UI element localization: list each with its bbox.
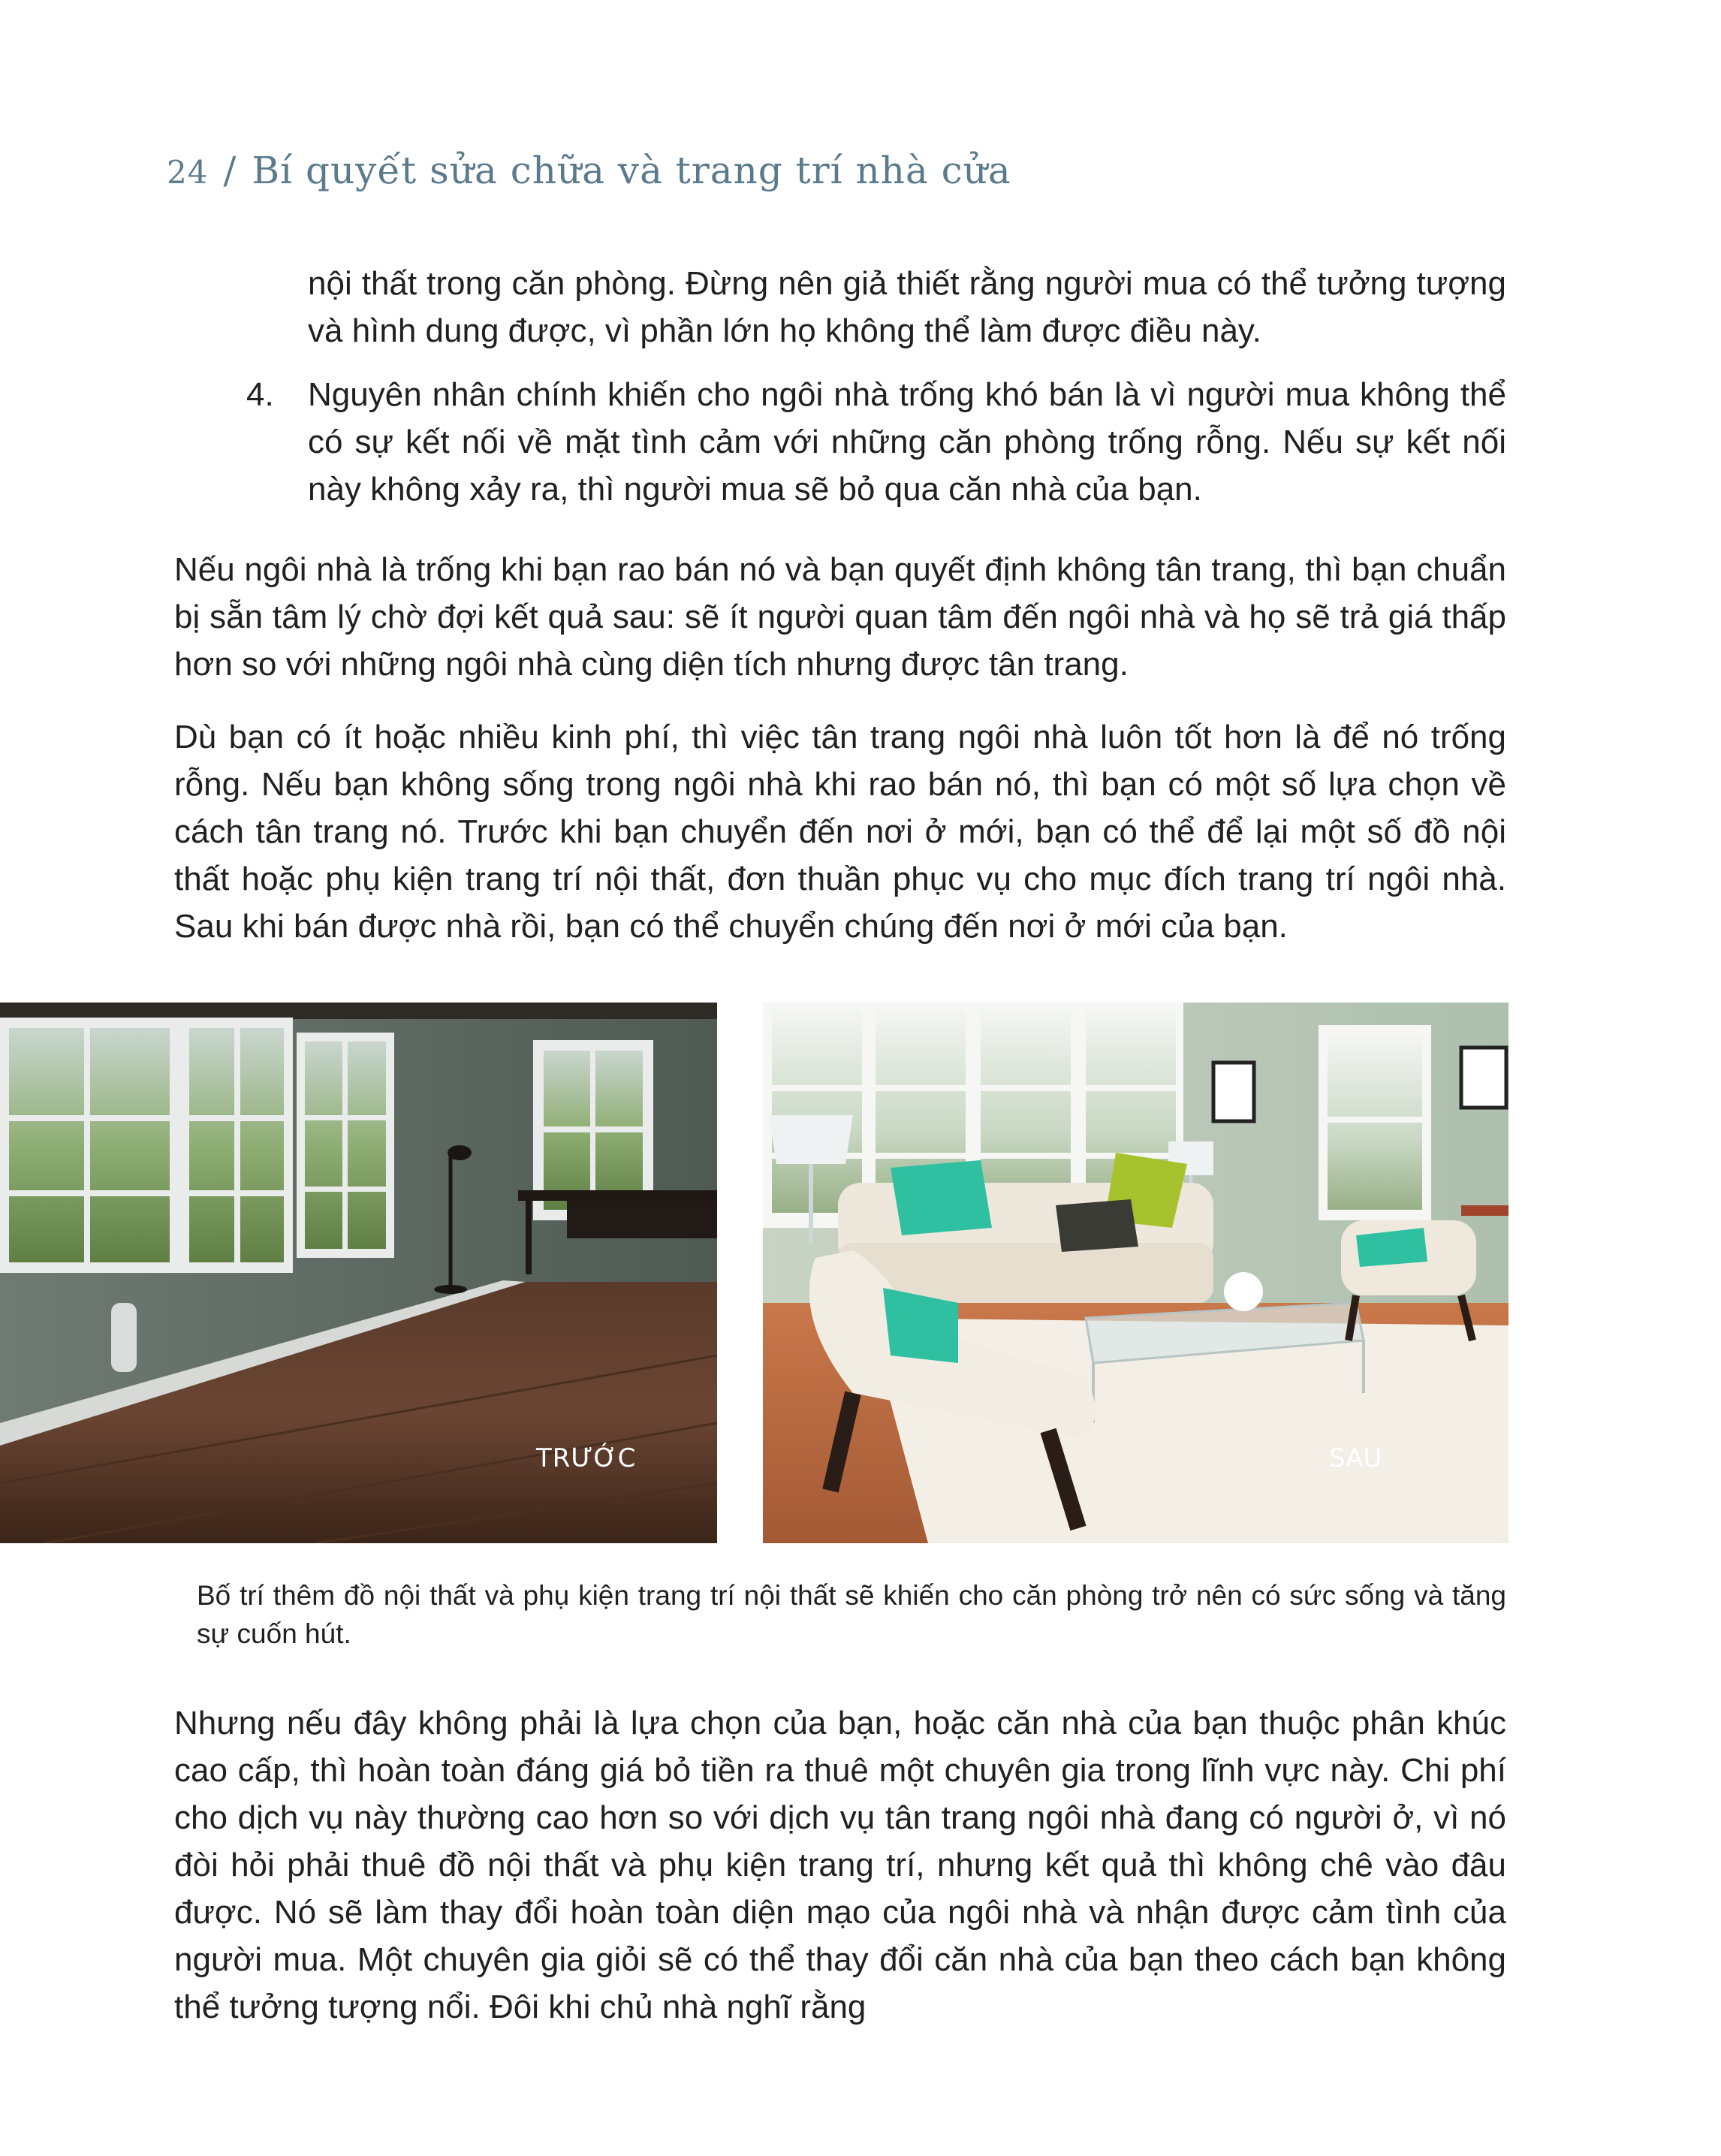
before-label: TRƯỚC (536, 1443, 637, 1473)
list-item-number: 4. (246, 376, 274, 413)
running-head (167, 149, 1011, 192)
empty-room-illustration (0, 1003, 717, 1543)
paragraph-2: Dù bạn có ít hoặc nhiều kinh phí, thì việc tân trang ngôi nhà luôn tốt hơn là để nó trống rỗng. Nếu bạn không sống trong ngôi nhà khi rao bán nó, thì bạn có một số lựa chọn về cách tân trang nó. Trước khi bạn chuyển đến nơi ở mới, bạn có thể để lại một số đồ nội thất hoặc phụ kiện trang trí nội thất, đơn thuần phục vụ cho mục đích trang trí ngôi nhà. Sau khi bán được nhà rồi, bạn có thể chuyển chúng đến nơi ở mới của bạn. (174, 719, 1506, 945)
photo-caption: Bố trí thêm đồ nội thất và phụ kiện trang trí nội thất sẽ khiến cho căn phòng trở nên có sức sống và tăng sự cuốn hút. (197, 1580, 1506, 1649)
paragraph-1: Nếu ngôi nhà là trống khi bạn rao bán nó và bạn quyết định không tân trang, thì bạn chuẩn bị sẵn tâm lý chờ đợi kết quả sau: sẽ ít người quan tâm đến ngôi nhà và họ sẽ trả giá thấp hơn so với những ngôi nhà cùng diện tích nhưng được tân trang. (174, 551, 1506, 683)
photo-before-empty-room (0, 1003, 717, 1543)
staged-room-illustration (763, 1003, 1509, 1543)
after-label: SAU (1329, 1443, 1382, 1473)
paragraph-3: Nhưng nếu đây không phải là lựa chọn của bạn, hoặc căn nhà của bạn thuộc phân khúc cao cấp, thì hoàn toàn đáng giá bỏ tiền ra thuê một chuyên gia trong lĩnh vực này. Chi phí cho dịch vụ này thường cao hơn so với dịch vụ tân trang ngôi nhà đang có người ở, vì nó đòi hỏi phải thuê đồ nội thất và phụ kiện trang trí, nhưng kết quả thì không chê vào đâu được. Nó sẽ làm thay đổi hoàn toàn diện mạo của ngôi nhà và nhận được cảm tình của người mua. Một chuyên gia giỏi sẽ có thể thay đổi căn nhà của bạn theo cách bạn không thể tưởng tượng nổi. Đôi khi chủ nhà nghĩ rằng (174, 1705, 1506, 2025)
list-item-4: Nguyên nhân chính khiến cho ngôi nhà trống khó bán là vì người mua không thể có sự kết nối về mặt tình cảm với những căn phòng trống rỗng. Nếu sự kết nối này không xảy ra, thì người mua sẽ bỏ qua căn nhà của bạn. (308, 376, 1506, 508)
photo-after-staged-room (763, 1003, 1509, 1543)
book-title: Bí quyết sửa chữa và trang trí nhà cửa (252, 149, 1011, 192)
list-item-continued: nội thất trong căn phòng. Đừng nên giả thiết rằng người mua có thể tưởng tượng và hình dung được, vì phần lớn họ không thể làm được điều này. (308, 265, 1506, 349)
page-number: 24 (167, 154, 209, 191)
header-separator: / (223, 149, 237, 192)
